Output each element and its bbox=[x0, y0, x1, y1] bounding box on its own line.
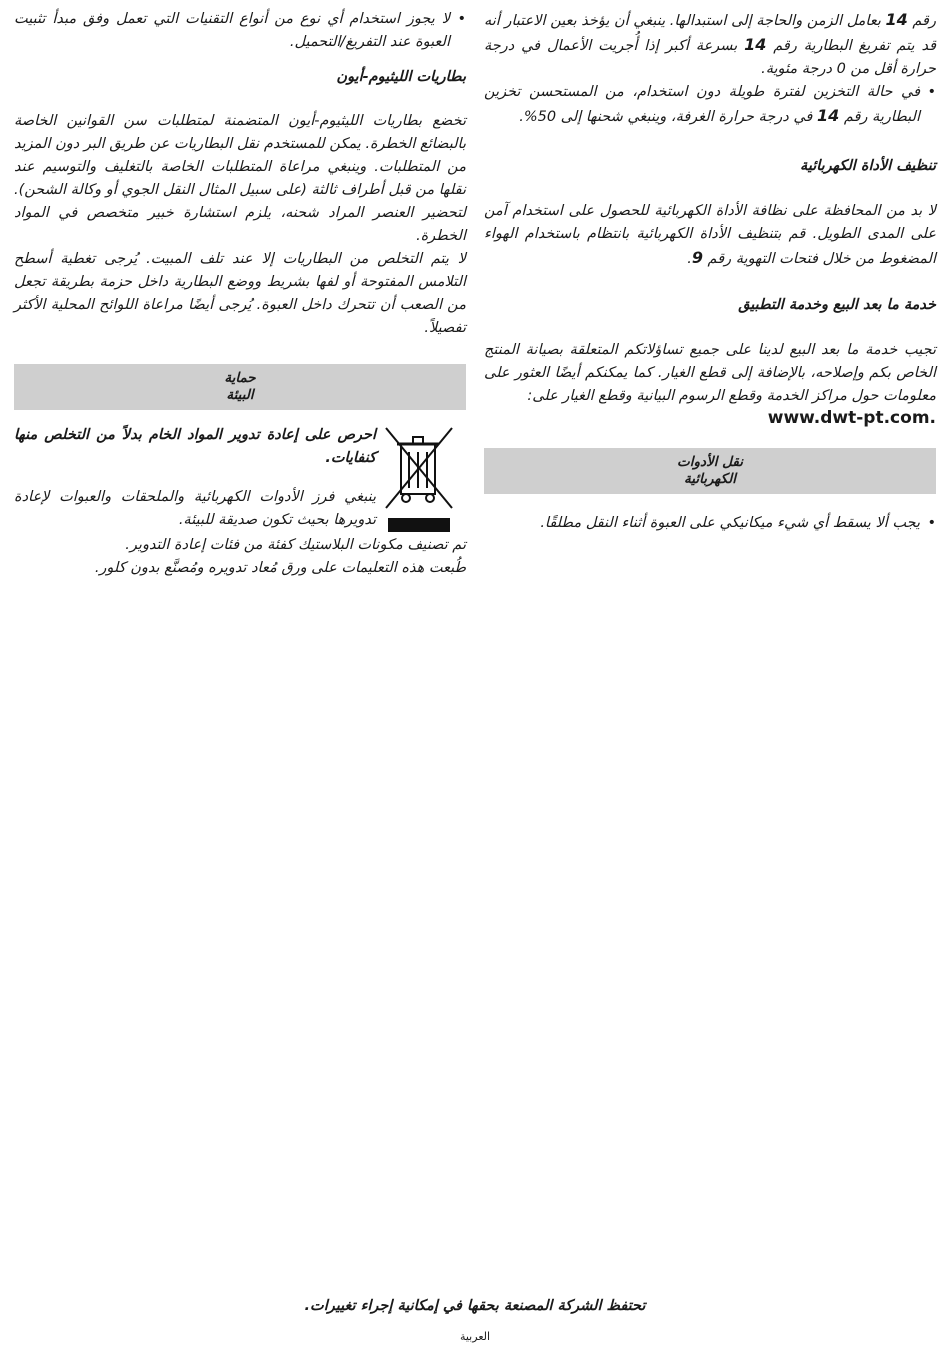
manufacturer-rights-notice: تحتفظ الشركة المصنعة بحقها في إمكانية إجراء تغييرات. bbox=[304, 1298, 646, 1314]
transport-band: نقل الأدوات الكهربائية bbox=[484, 448, 936, 494]
battery-discharge-paragraph: رقم 14 بعامل الزمن والحاجة إلى استبدالها. ينبغي أن يؤخذ بعين الاعتبار أنه قد يتم تفريغ البطارية رقم 14 بسرعة أكبر إذا أُجريت الأعمال في درجة حرارة أقل من 0 درجة مئوية. bbox=[484, 10, 937, 77]
cleaning-text: لا بد من المحافظة على نظافة الأداة الكهربائية للحصول على استخدام آمن على المدى الطويل. قم بتنظيف الأداة الكهربائية بانتظام باستخدام الهواء المضغوط من خلال فتحات التهوية رقم 9. bbox=[484, 203, 936, 267]
paper-notice-text: طُبعت هذه التعليمات على ورق مُعاد تدويره ومُصنَّع بدون كلور. bbox=[94, 560, 466, 576]
li-ion-disposal-text: لا يتم التخلص من البطاريات إلا عند تلف المبيت. يُرجى تغطية أسطح التلامس المفتوحة أو لفها بشريط ووضع البطارية داخل حزمة بطريقة تجعل من الصعب أن تتحرك داخل العبوة. يُرجى أيضًا مراعاة اللوائح المحلية الأكثر تفصيلاً. bbox=[14, 251, 466, 336]
cleaning-heading: تنظيف الأداة الكهربائية bbox=[800, 158, 936, 174]
recycle-sorting-text: ينبغي فرز الأدوات الكهربائية والملحقات والعبوات لإعادة تدويرها بحيث تكون صديقة للبيئة. bbox=[14, 489, 376, 528]
storage-bullet: • في حالة التخزين لفترة طويلة دون استخدام، من المستحسن تخزين البطارية رقم 14 في درجة حرارة الغرفة، وينبغي شحنها إلى 50%. bbox=[484, 81, 936, 129]
right-column bbox=[484, 8, 936, 535]
transport-bullet: • يجب ألا يسقط أي شيء ميكانيكي على العبوة أثناء النقل مطلقًا. bbox=[484, 512, 936, 535]
plastic-classification-text: تم تصنيف مكونات البلاستيك كفئة من فئات إعادة التدوير. bbox=[125, 537, 466, 553]
service-heading: خدمة ما بعد البيع وخدمة التطبيق bbox=[738, 297, 936, 313]
li-ion-heading: بطاريات الليثيوم-أيون bbox=[336, 69, 466, 85]
crossed-out-wheelie-bin-icon bbox=[376, 424, 462, 534]
left-column bbox=[14, 8, 466, 580]
service-url[interactable]: www.dwt-pt.com. bbox=[767, 408, 936, 428]
service-text: تجيب خدمة ما بعد البيع لدينا على جميع تساؤلاتكم المتعلقة بصيانة المنتج الخاص بكم وإصلاحه، بالإضافة إلى قطع الغيار. كما يمكنكم أيضًا العثور على معلومات حول مراكز الخدمة وقطع الرسوم البيانية وقطع الغيار على: bbox=[484, 342, 936, 404]
unloading-bullet: • لا يجوز استخدام أي نوع من أنواع التقنيات التي تعمل وفق مبدأ تثبيت العبوة عند التفريغ/التحميل. bbox=[14, 8, 466, 54]
environment-band: حماية البيئة bbox=[14, 364, 466, 410]
language-label: العربية bbox=[459, 1330, 491, 1343]
recycle-block bbox=[14, 424, 466, 534]
li-ion-text: تخضع بطاريات الليثيوم-أيون المتضمنة لمتطلبات سن القوانين الخاصة بالبضائع الخطرة. يمكن للمستخدم نقل البطاريات عن طريق البر دون المزيد من المتطلبات. وينبغي مراعاة المتطلبات الخاصة بالتغليف والتوسيم عند نقلها من قبل أطراف ثالثة (على سبيل المثال النقل الجوي أو وكالة الشحن). لتحضير العنصر المراد شحنه، يلزم استشارة خبير متخصص في المواد الخطرة. bbox=[14, 113, 466, 244]
recycle-statement: احرص على إعادة تدوير المواد الخام بدلاً من التخلص منها كنفايات. bbox=[14, 427, 376, 466]
